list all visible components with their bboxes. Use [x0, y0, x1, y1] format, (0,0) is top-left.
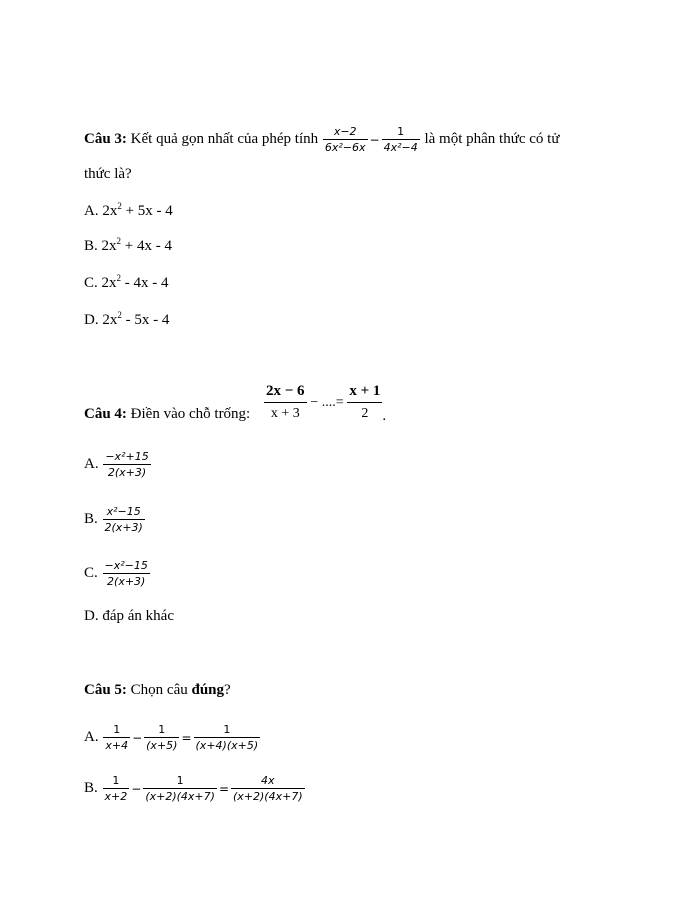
frac-num: 1	[103, 774, 130, 789]
q3-minus: −	[369, 132, 380, 147]
option-letter: A.	[84, 728, 99, 745]
frac-num: 1	[144, 723, 179, 738]
option-rest: + 5x - 4	[121, 203, 173, 219]
option-term: 2x	[101, 238, 117, 254]
frac-num: 1	[143, 774, 217, 789]
frac-den: x+2	[104, 790, 128, 803]
q4-text: Điền vào chỗ trống:	[126, 406, 251, 422]
q3-frac2-den: 4x²−4	[383, 141, 418, 154]
q3-line2: thức là?	[84, 166, 132, 182]
q3-text-after: là một phân thức có tử	[420, 130, 560, 147]
q4-rhs-fraction	[347, 381, 382, 424]
option-letter: C.	[84, 275, 98, 291]
frac	[103, 774, 130, 803]
q3-fraction-1	[323, 125, 368, 154]
q5-text: Chọn câu	[126, 682, 192, 698]
operator: −	[132, 730, 143, 745]
exponent: 2	[116, 273, 122, 283]
q4-option-c	[84, 559, 151, 588]
frac-num: 1	[194, 723, 261, 738]
q4-rhs-num: x + 1	[347, 381, 382, 403]
frac-den: 2(x+3)	[107, 575, 146, 588]
q4-rhs-den: 2	[361, 406, 369, 421]
q3-option-c	[84, 273, 169, 293]
exponent: 2	[117, 201, 122, 211]
q3-option-d	[84, 310, 169, 330]
q4-option-b	[84, 505, 146, 534]
frac	[144, 723, 179, 752]
q3-frac2-num: 1	[382, 125, 420, 140]
q4-label: Câu 4:	[84, 406, 127, 422]
frac-num: −x²−15	[104, 559, 148, 572]
option-letter: C.	[84, 564, 98, 581]
q4-option-b-fraction	[103, 505, 145, 534]
q3-frac1-num: x−2	[323, 125, 368, 140]
operator: =	[181, 730, 192, 745]
frac-den: (x+2)(4x+7)	[233, 790, 303, 803]
option-letter: A.	[84, 203, 99, 219]
exponent: 2	[117, 310, 122, 320]
option-rest: - 5x - 4	[121, 312, 170, 328]
option-term: 2x	[101, 275, 117, 291]
option-term: 2x	[102, 203, 118, 219]
frac	[231, 774, 305, 803]
q5-label: Câu 5:	[84, 682, 127, 698]
q4-lhs-fraction	[264, 381, 307, 424]
q4-option-a	[84, 450, 152, 479]
q5-line	[84, 680, 231, 700]
frac-den: x+4	[105, 739, 129, 752]
option-letter: B.	[84, 238, 98, 254]
option-rest: + 4x - 4	[121, 238, 172, 254]
frac-den: (x+5)	[146, 739, 178, 752]
q3-frac1-den: 6x²−6x	[324, 141, 366, 154]
frac-num: 4x	[231, 774, 305, 789]
operator: =	[218, 781, 229, 796]
frac	[143, 774, 217, 803]
option-text: đáp án khác	[102, 608, 174, 624]
option-rest: - 4x - 4	[121, 275, 169, 291]
q5-text-bold: đúng	[191, 682, 225, 698]
option-letter: B.	[84, 779, 98, 796]
q4-option-c-fraction	[103, 559, 150, 588]
q5-option-a	[84, 723, 261, 752]
q4-lhs-num: 2x − 6	[264, 381, 307, 403]
q3-line1	[84, 125, 559, 154]
option-term: 2x	[102, 312, 118, 328]
frac-num: −x²+15	[105, 450, 149, 463]
q3-label: Câu 3:	[84, 130, 127, 147]
frac-den: 2(x+3)	[107, 466, 147, 479]
option-letter: D.	[84, 608, 99, 624]
frac-den: (x+2)(4x+7)	[145, 790, 215, 803]
frac-den: (x+4)(x+5)	[195, 739, 259, 752]
q5-text-end: ?	[224, 682, 231, 698]
frac-den: 2(x+3)	[104, 521, 143, 534]
q3-text: Kết quả gọn nhất của phép tính	[126, 130, 322, 147]
exponent: 2	[116, 236, 122, 246]
q4-lhs-den: x + 3	[270, 406, 300, 421]
frac	[103, 723, 130, 752]
option-letter: B.	[84, 510, 98, 527]
operator: −	[131, 781, 142, 796]
option-letter: D.	[84, 312, 99, 328]
q4-option-a-fraction	[103, 450, 150, 479]
frac-num: 1	[103, 723, 130, 738]
option-letter: A.	[84, 455, 99, 472]
q3-fraction-2	[382, 125, 420, 154]
q4-equation	[264, 381, 386, 425]
q4-period: .	[382, 407, 387, 424]
frac	[194, 723, 261, 752]
q4-option-d	[84, 606, 174, 626]
q4-line	[84, 404, 250, 424]
q3-option-b	[84, 236, 172, 256]
q3-option-a	[84, 201, 173, 221]
q4-blank: − ....=	[310, 394, 344, 410]
frac-num: x²−15	[103, 505, 145, 520]
q5-option-b	[84, 774, 306, 803]
